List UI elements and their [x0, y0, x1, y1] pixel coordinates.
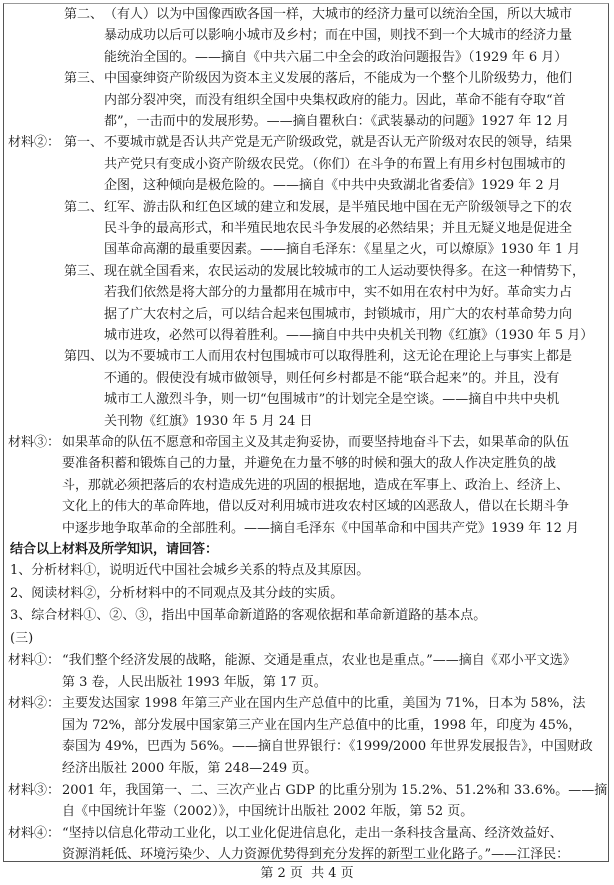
point-label: 第三、 [64, 71, 104, 87]
material-label: 材料②： [8, 135, 61, 151]
text-line: 不要城市就是否认共产党是无产阶级政党，就是否认无产阶级对农民的领导，结果 [104, 135, 573, 151]
text-line: 不通的。假使没有城市做领导，则任何乡村都是不能“联合起来”的。并且，没有 [104, 370, 560, 386]
text-line: 要准备积蓄和锻炼自己的力量，并避免在力量不够的时候和强大的敌人作决定胜负的战 [62, 456, 557, 472]
material-label: 材料①： [8, 653, 61, 668]
text-line: 城市工人激烈斗争，则一切“包围城市”的计划完全是空谈。——摘自中共中央机 [104, 392, 560, 408]
page-number: 第 2 页 共 4 页 [260, 866, 354, 881]
text-line: 若我们依然是将大部分的力量都用在城市中，实不如用在农村中为好。革命实力占 [104, 285, 573, 301]
text-line: “坚持以信息化带动工业化，以工业化促进信息化，走出一条科技含量高、经济效益好、 [62, 825, 563, 841]
text-line: 文化上的伟大的革命阵地，借以反对利用城市进攻农村区域的凶恶敌人，借以在长期斗争 [62, 499, 570, 515]
text-line: 民斗争的最高形式，和半殖民地农民斗争发展的必然结果；并且无疑义地是促进全 [104, 221, 573, 236]
text-line: 资源消耗低、环境污染少、人力资源优势得到充分发挥的新型工业化路子。”——江泽民： [62, 847, 570, 863]
section-heading: (三) [10, 631, 34, 646]
text-line: 都”，一击而中的发展形势。——摘自瞿秋白：《武装暴动的问题》1927 年 12 月 [104, 114, 570, 129]
text-line: 红军、游击队和红色区域的建立和发展，是半殖民地中国在无产阶级领导之下的农 [104, 199, 573, 215]
text-line: 中逐步地争取革命的全部胜利。——摘自毛泽东《中国革命和中国共产党》1939 年 12 月 [62, 520, 580, 536]
text-line: 以为不要城市工人而用农村包围城市可以取得胜利，这无论在理论上与事实上都是 [104, 349, 573, 365]
question-item: 2、阅读材料②，分析材料中的不同观点及其分歧的实质。 [10, 585, 344, 601]
text-line: 如果革命的队伍不愿意和帝国主义及其走狗妥协，而要坚持地奋斗下去，如果革命的队伍 [62, 435, 570, 450]
text-line: “我们整个经济发展的战略，能源、交通是重点，农业也是重点。”——摘自《邓小平文选》 [62, 653, 576, 668]
text-line: 暴动成功以后可以影响小城市及乡村；而在中国，则找不到一个大城市的经济力量 [104, 28, 573, 44]
text-line: 第 3 卷，人民出版社 1993 年版，第 17 页。 [62, 674, 327, 690]
text-line: 关刊物《红旗》1930 年 5 月 24 日 [104, 413, 313, 429]
point-label: 第三、 [64, 263, 104, 279]
question-prompt: 结合以上材料及所学知识，请回答： [10, 542, 219, 557]
point-label: 第四、 [64, 349, 104, 365]
text-line: 城市进攻，必然可以得着胜利。——摘自中共中央机关刊物《红旗》（1930 年 5 月） [104, 328, 594, 343]
text-line: 内部分裂冲突，而没有组织全国中央集权政府的能力。因此，革命不能有夺取“首 [104, 92, 566, 108]
text-line: 国革命高潮的最重要因素。——摘自毛泽东：《星星之火，可以燎原》1930 年 1 月 [104, 242, 581, 258]
point-label: 第一、 [64, 135, 104, 151]
text-line: 泰国为 49%，巴西为 56%。——摘自世界银行：《1999/2000 年世界发展报告》，中国财政 [62, 739, 593, 755]
text-line: 斗，那就必须把落后的农村造成先进的巩固的根据地，造成在军事上、政治上、经济上、 [62, 477, 570, 493]
material-label: 材料③： [8, 782, 61, 798]
question-item: 1、分析材料①，说明近代中国社会城乡关系的特点及其原因。 [10, 563, 370, 579]
text-line: （有人）以为中国像西欧各国一样，大城市的经济力量可以统治全国，所以大城市 [104, 7, 573, 22]
text-line: 现在就全国看来，农民运动的发展比较城市的工人运动要快得多。在这一种情势下， [104, 263, 586, 279]
text-line: 主要发达国家 1998 年第三产业在国内生产总值中的比重，美国为 71%，日本为 58%，法 [62, 696, 586, 712]
text-line: 据了广大农村之后，可以结合起来包围城市，封锁城市，用广大的农村革命势力向 [104, 306, 573, 322]
material-label: 材料②： [8, 696, 61, 712]
question-item: 3、综合材料①、②、③，指出中国革命新道路的客观依据和革命新道路的基本点。 [10, 608, 487, 624]
text-line: 国为 72%，部分发展中国家第三产业在国内生产总值中的比重，1998 年，印度为 45%， [62, 717, 582, 733]
text-line: 能统治全国的。——摘自《中共六届二中全会的政治问题报告》（1929 年 6 月） [104, 49, 568, 65]
point-label: 第二、 [64, 199, 104, 215]
text-line: 经济出版社 2000 年版，第 248—249 页。 [62, 761, 318, 776]
material-label: 材料③： [8, 435, 61, 450]
text-line: 共产党只有变成小资产阶级农民党。（你们）在斗争的布置上有用乡村包围城市的 [104, 156, 566, 172]
text-line: 中国豪绅资产阶级因为资本主义发展的落后，不能成为一个整个儿阶级势力，他们 [104, 71, 573, 87]
point-label: 第二、 [64, 7, 104, 22]
text-line: 企图，这种倾向是极危险的。——摘自《中共中央致湖北省委信》1929 年 2 月 [104, 178, 561, 194]
material-label: 材料④： [8, 825, 61, 841]
text-line: 自《中国统计年鉴（2002）》，中国统计出版社 2002 年版，第 52 页。 [62, 804, 474, 820]
text-line: 2001 年，我国第一、二、三次产业占 GDP 的比重分别为 15.2%、51.2%和 33.6%。——摘 [62, 782, 608, 798]
